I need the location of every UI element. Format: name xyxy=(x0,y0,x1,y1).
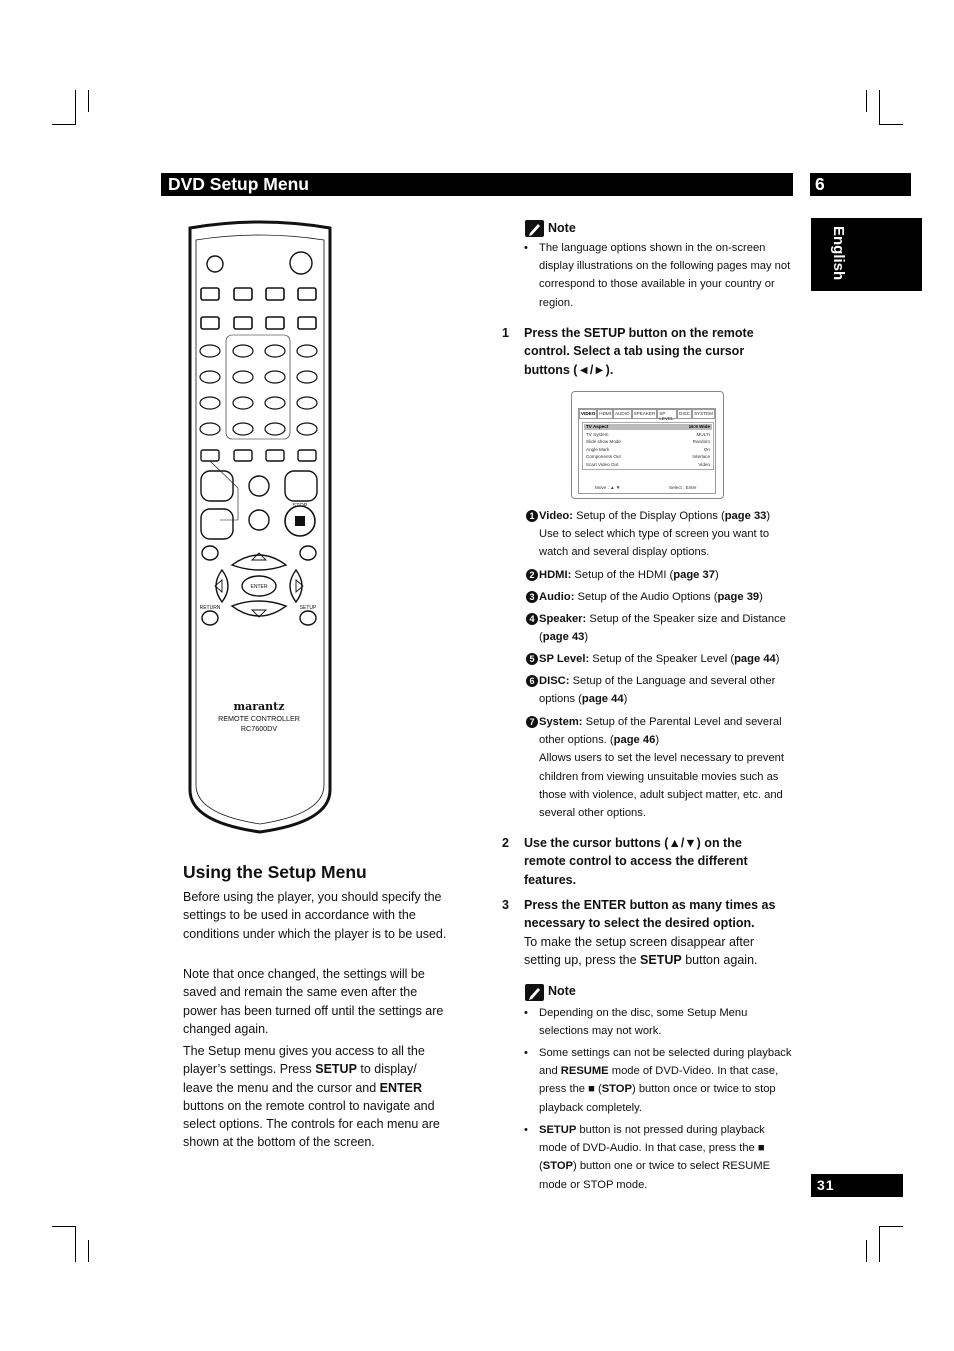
note-bullet: • Depending on the disc, some Setup Menu selections may not work. xyxy=(524,1004,792,1040)
option-hdmi xyxy=(526,566,792,584)
tab-audio[interactable]: AUDIO xyxy=(613,409,632,419)
note-bullet-text: The language options shown in the on-screen display illustrations on the following pages may not correspond to those available in your country or region. xyxy=(539,242,791,309)
chapter-number-bar xyxy=(810,173,911,196)
bullet-part: Some settings can not be selected during playback and xyxy=(539,1047,792,1078)
crop-mark xyxy=(879,124,903,125)
setup-keyword: SETUP xyxy=(640,952,682,967)
page-reference: page 39 xyxy=(717,591,760,603)
option-desc: Setup of the Speaker Level ( xyxy=(592,653,735,665)
crop-mark xyxy=(75,90,76,124)
crop-mark xyxy=(52,1226,76,1227)
remote-model-line1: REMOTE CONTROLLER xyxy=(218,714,300,723)
page-number: 31 xyxy=(817,1177,835,1193)
option-desc-end: ) xyxy=(759,591,763,603)
option-desc: Setup of the Language and several other options ( xyxy=(539,675,776,706)
settings-panel xyxy=(582,422,714,470)
step-text: Press the SETUP button on the remote control. Select a tab using the cursor buttons (◄/►). xyxy=(524,326,754,377)
crop-mark xyxy=(52,124,76,125)
note-bullet-text: Depending on the disc, some Setup Menu selections may not work. xyxy=(539,1007,748,1038)
subtext-part: To make the setup screen disappear after setting up, press the xyxy=(524,934,754,967)
option-name: Speaker: xyxy=(539,613,587,625)
language-side-tab xyxy=(811,218,922,291)
intro-paragraph-2: Note that once changed, the settings will be saved and remain the same even after the power has been turned off until the settings are changed again. xyxy=(183,967,444,1036)
paragraph-text: The Setup menu gives you access to all the player’s settings. Press xyxy=(183,1044,425,1077)
option-desc-end: ) xyxy=(714,569,719,581)
option-name: SP Level: xyxy=(539,653,590,665)
crop-mark xyxy=(879,1226,880,1262)
setting-label[interactable]: Angle Mark xyxy=(586,446,610,452)
crop-mark xyxy=(88,1240,89,1262)
option-number-badge: 1 xyxy=(526,510,538,522)
option-number-badge: 6 xyxy=(526,675,538,687)
option-extra: Allows users to set the level necessary to prevent children from viewing unsuitable movies such as those with violence, adult subject matter, etc. and several other options. xyxy=(539,752,784,820)
enter-keyword: ENTER xyxy=(379,1080,423,1095)
setting-value[interactable]: Interlace xyxy=(692,454,710,459)
section-heading: Using the Setup Menu xyxy=(183,862,367,882)
option-disc xyxy=(526,672,792,708)
page-reference: page 43 xyxy=(542,631,585,644)
page-reference: page 37 xyxy=(673,569,715,581)
tab-hdmi[interactable]: HDMI xyxy=(597,409,613,419)
tab-bar xyxy=(579,409,715,419)
setting-value[interactable]: Random xyxy=(692,439,710,444)
setting-label[interactable]: Components Out xyxy=(586,454,621,459)
footer-move-hint: Move : ▲ ▼ xyxy=(595,485,621,490)
stop-keyword: STOP xyxy=(542,1160,573,1173)
option-desc-end: ) xyxy=(584,631,589,644)
step-3 xyxy=(502,896,782,969)
option-name: Audio: xyxy=(539,591,575,603)
bullet-part: mode of DVD-Video. In that case, press the ■ ( xyxy=(539,1065,779,1096)
option-video xyxy=(526,507,792,562)
setting-label[interactable]: Scart Video Out xyxy=(586,461,619,467)
tab-disc[interactable]: DISC xyxy=(677,409,692,419)
option-number-badge: 4 xyxy=(526,613,538,625)
stop-button-label: STOP xyxy=(292,503,308,509)
note-bullet: • SETUP button is not pressed during playback mode of DVD-Audio. In that case, press the ■ (STOP) button one or twice to select RESUME mode or STOP mode. xyxy=(524,1121,792,1194)
note-bullet: • The language options shown in the on-screen display illustrations on the following pages may not correspond to those available in your country or region. xyxy=(524,239,792,312)
note-label: Note xyxy=(548,984,576,998)
page-number-bar xyxy=(811,1174,903,1197)
setting-label[interactable]: Slide show Mode xyxy=(586,439,621,444)
option-number-badge: 2 xyxy=(526,569,538,581)
setup-menu-screen xyxy=(571,391,724,499)
section-title: DVD Setup Menu xyxy=(168,174,309,194)
option-speaker xyxy=(526,610,792,646)
intro-paragraph-1: Before using the player, you should specify the settings to be used in accordance with the conditions under which the player is to be used. xyxy=(183,890,447,941)
option-desc: Setup of the Speaker size and Distance ( xyxy=(539,613,786,644)
step-text: Press the ENTER button as many times as necessary to select the desired option. xyxy=(524,898,776,931)
bullet-part: ) button one or twice to select RESUME mode or STOP mode. xyxy=(539,1160,771,1191)
step-number: 2 xyxy=(502,836,509,850)
remote-model-line2: RC7600DV xyxy=(240,724,278,733)
option-desc-end: ) xyxy=(655,734,660,747)
crop-mark xyxy=(866,1240,867,1262)
note-label: Note xyxy=(548,221,576,235)
tab-video[interactable]: VIDEO xyxy=(579,409,597,419)
option-name: DISC: xyxy=(539,675,570,687)
option-system xyxy=(526,713,792,822)
step-number: 3 xyxy=(502,898,509,912)
crop-mark xyxy=(866,90,867,112)
note-icon xyxy=(525,984,544,1001)
remote-control-illustration xyxy=(180,220,340,835)
setup-keyword: SETUP xyxy=(315,1062,357,1077)
setting-label[interactable]: TV System xyxy=(586,431,609,437)
option-desc: Setup of the HDMI ( xyxy=(574,569,674,581)
note-icon xyxy=(525,220,544,237)
tab-system[interactable]: SYSTEM xyxy=(692,409,715,419)
remote-control-drawing xyxy=(180,220,340,835)
option-number-badge: 5 xyxy=(526,653,538,665)
option-sp-level xyxy=(526,650,792,668)
page-reference: page 44 xyxy=(581,693,624,706)
option-number-badge: 7 xyxy=(526,716,538,728)
setting-value[interactable]: Video xyxy=(698,461,710,467)
language-label: English xyxy=(830,226,847,281)
setting-value[interactable]: MULTI xyxy=(696,431,710,437)
section-header-bar xyxy=(161,173,793,196)
step-2 xyxy=(502,834,770,889)
option-desc-end: ) xyxy=(775,653,780,665)
paragraph-text: buttons on the remote control to navigate and select options. The controls for each menu are shown at the bottom of the screen. xyxy=(183,1098,440,1150)
tab-speaker[interactable]: SPEAKER xyxy=(632,409,658,419)
option-desc-end: ) xyxy=(766,510,771,522)
bullet-part: ) button once or twice to stop playback completely. xyxy=(539,1083,776,1114)
note-bullet-text xyxy=(539,1044,792,1117)
step-1 xyxy=(502,324,770,379)
setup-keyword: SETUP xyxy=(539,1124,577,1136)
option-extra: Use to select which type of screen you want to watch and several display options. xyxy=(539,528,770,559)
bullet-part: button is not pressed during playback mode of DVD-Audio. In that case, press the ■ ( xyxy=(539,1124,765,1173)
step-text: Use the cursor buttons (▲/▼) on the remote control to access the different features. xyxy=(524,836,748,887)
stop-keyword: STOP xyxy=(601,1083,632,1096)
option-name: Video: xyxy=(539,510,573,522)
note-bullet-text xyxy=(539,1121,792,1194)
page-reference: page 46 xyxy=(613,734,656,747)
footer-select-hint: Select : Enter xyxy=(669,485,697,490)
option-desc: Setup of the Parental Level and several other options. ( xyxy=(539,716,782,747)
chapter-number: 6 xyxy=(815,174,825,194)
paragraph-text: to display/ leave the menu and the cursor and xyxy=(183,1062,417,1095)
option-name: HDMI: xyxy=(539,569,572,581)
resume-keyword: RESUME xyxy=(560,1065,609,1078)
setting-value[interactable]: 16:9 Wide xyxy=(688,424,710,429)
option-audio xyxy=(526,588,792,606)
enter-button-label: ENTER xyxy=(250,584,268,590)
option-desc: Setup of the Display Options ( xyxy=(576,510,725,522)
step-number: 1 xyxy=(502,326,509,340)
page-reference: page 44 xyxy=(734,653,776,665)
brand-logo: marantz xyxy=(233,700,285,713)
option-number-badge: 3 xyxy=(526,591,538,603)
setting-value[interactable]: On xyxy=(703,446,710,452)
crop-mark xyxy=(75,1226,76,1262)
subtext-part: button again. xyxy=(681,952,758,967)
setup-menu-inner xyxy=(578,408,716,494)
option-desc-end: ) xyxy=(623,693,628,706)
page-reference: page 33 xyxy=(724,510,767,522)
option-desc: Setup of the Audio Options ( xyxy=(577,591,718,603)
intro-paragraph-3 xyxy=(183,1042,449,1152)
note-bullet: • Some settings can not be selected during playback and RESUME mode of DVD-Video. In that case, press the ■ (STOP) button once or twice to stop playback completely. xyxy=(524,1044,792,1117)
tab-sp-level[interactable]: SP LEVEL xyxy=(657,409,677,419)
step-subtext xyxy=(524,933,782,970)
setup-button-label: SETUP xyxy=(299,605,317,611)
option-name: System: xyxy=(539,716,583,728)
setting-label[interactable]: TV Aspect xyxy=(586,424,609,429)
crop-mark xyxy=(88,90,89,112)
crop-mark xyxy=(879,1226,903,1227)
crop-mark xyxy=(879,90,880,124)
return-button-label: RETURN xyxy=(199,605,221,611)
